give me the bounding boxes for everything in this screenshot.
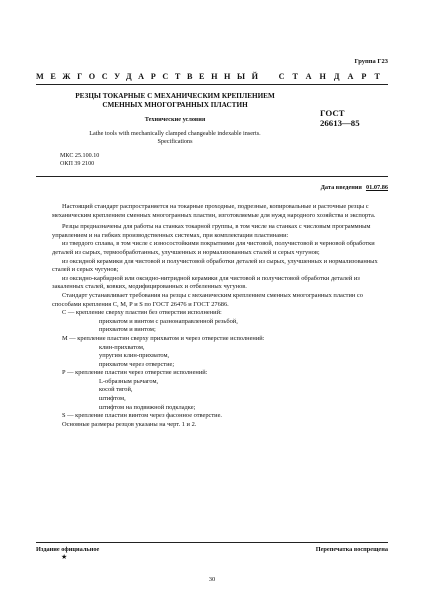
clamp-m: М — крепление пластин сверху прихватом и через отверстие исполнений: <box>62 334 265 342</box>
star-icon: ★ <box>61 553 68 561</box>
intro-date <box>321 184 388 191</box>
document-title <box>60 92 290 110</box>
group-code: Группа Г23 <box>354 58 388 65</box>
classification-codes <box>60 153 99 168</box>
clamp-c-option: прихватом и винтом; <box>99 326 156 334</box>
clamp-p-option: косой тягой, <box>99 386 133 394</box>
paragraph-scope: Настоящий стандарт распространяется на токарные проходные, подрезные, копировальные и расточные резцы с механическим креплением сменных многогранных пластин, изготовляемые для нужд народного хозяйства и экспорта. <box>52 203 376 219</box>
title-line-2: СМЕННЫХ МНОГОГРАННЫХ ПЛАСТИН <box>102 101 248 109</box>
title-line-1: РЕЗЦЫ ТОКАРНЫЕ С МЕХАНИЧЕСКИМ КРЕПЛЕНИЕМ <box>75 92 275 100</box>
top-rule <box>36 84 388 85</box>
page-number: 30 <box>208 576 216 583</box>
reprint-prohibited: Перепечатка воспрещена <box>315 546 388 553</box>
paragraph-carbide-ceramic: из оксидно-карбидной или оксидно-нитридной керамики для чистовой и получистовой обработки деталей из закаленных сталей, ковких, модифицированных и отбеленных чугунов. <box>52 274 360 291</box>
middle-rule <box>36 176 388 177</box>
document-subtitle: Технические условия <box>144 116 206 123</box>
official-edition: Издание официальное <box>36 546 100 553</box>
clamp-p-option: L-образным рычагом, <box>99 377 159 385</box>
english-line-1: Lathe tools with mechanically clamped changeable indexable inserts. <box>89 130 261 137</box>
gost-number: 26613—85 <box>320 118 360 128</box>
mks-code: МКС 25.100.10 <box>60 153 100 159</box>
paragraph-dimensions: Основные размеры резцов указаны на черт. 1 и 2. <box>62 420 197 428</box>
clamp-m-option: прихватом через отверстие; <box>99 360 175 368</box>
clamp-m-option: клин-прихватом, <box>99 343 145 351</box>
gost-label: ГОСТ <box>320 108 345 118</box>
banner-left: МЕЖГОСУДАРСТВЕННЫЙ <box>36 72 265 81</box>
english-title <box>60 130 290 146</box>
clamp-s: S — крепление пластин винтом через фасонное отверстие. <box>62 412 223 420</box>
clamp-p: Р — крепление пластин через отверстие исполнений: <box>62 369 208 377</box>
paragraph-oxide-ceramic: из оксидной керамики для чистовой и получистовой обработки деталей из сырых, улучшенных и нормализованных сталей и серых чугунов; <box>52 257 378 274</box>
standard-banner <box>36 72 388 81</box>
intro-date-value: 01.07.86 <box>365 184 388 191</box>
paragraph-hard-alloy: из твердого сплава, в том числе с износостойкими покрытиями для чистовой, получистовой и черновой обработки деталей из сырых, термообработанных, улучшенных и нормализованных сталей и серых чугунов; <box>52 240 375 256</box>
okp-code: ОКП 39 2100 <box>60 160 95 167</box>
paragraph-requirements: Стандарт устанавливает требования на резцы с механическим креплением сменных многогранных пластин со способами крепления С, М, Р и S по ГОСТ 26476 и ГОСТ 27686. <box>52 291 363 308</box>
clamp-m-option: упругим клин-прихватом, <box>99 352 170 360</box>
intro-date-label: Дата введения <box>320 184 362 191</box>
paragraph-purpose: Резцы предназначены для работы на станках токарной группы, в том числе на станках с числовым программным управлением и на гибких производственных системах, при комплектации пластинами: <box>52 223 371 239</box>
banner-right: СТАНДАРТ <box>278 72 388 81</box>
english-line-2: Specifications <box>157 138 193 145</box>
clamp-p-option: штифтом, <box>99 395 126 403</box>
footer-rule <box>36 542 388 543</box>
body-text <box>52 203 390 429</box>
clamp-c-option: прихватом и винтом с разнонаправленной резьбой, <box>99 317 238 325</box>
gost-designation <box>320 108 360 128</box>
clamp-c: С — крепление сверху пластин без отверстия исполнений: <box>62 309 222 317</box>
clamp-p-option: штифтом на подвижной подкладке; <box>99 403 196 411</box>
